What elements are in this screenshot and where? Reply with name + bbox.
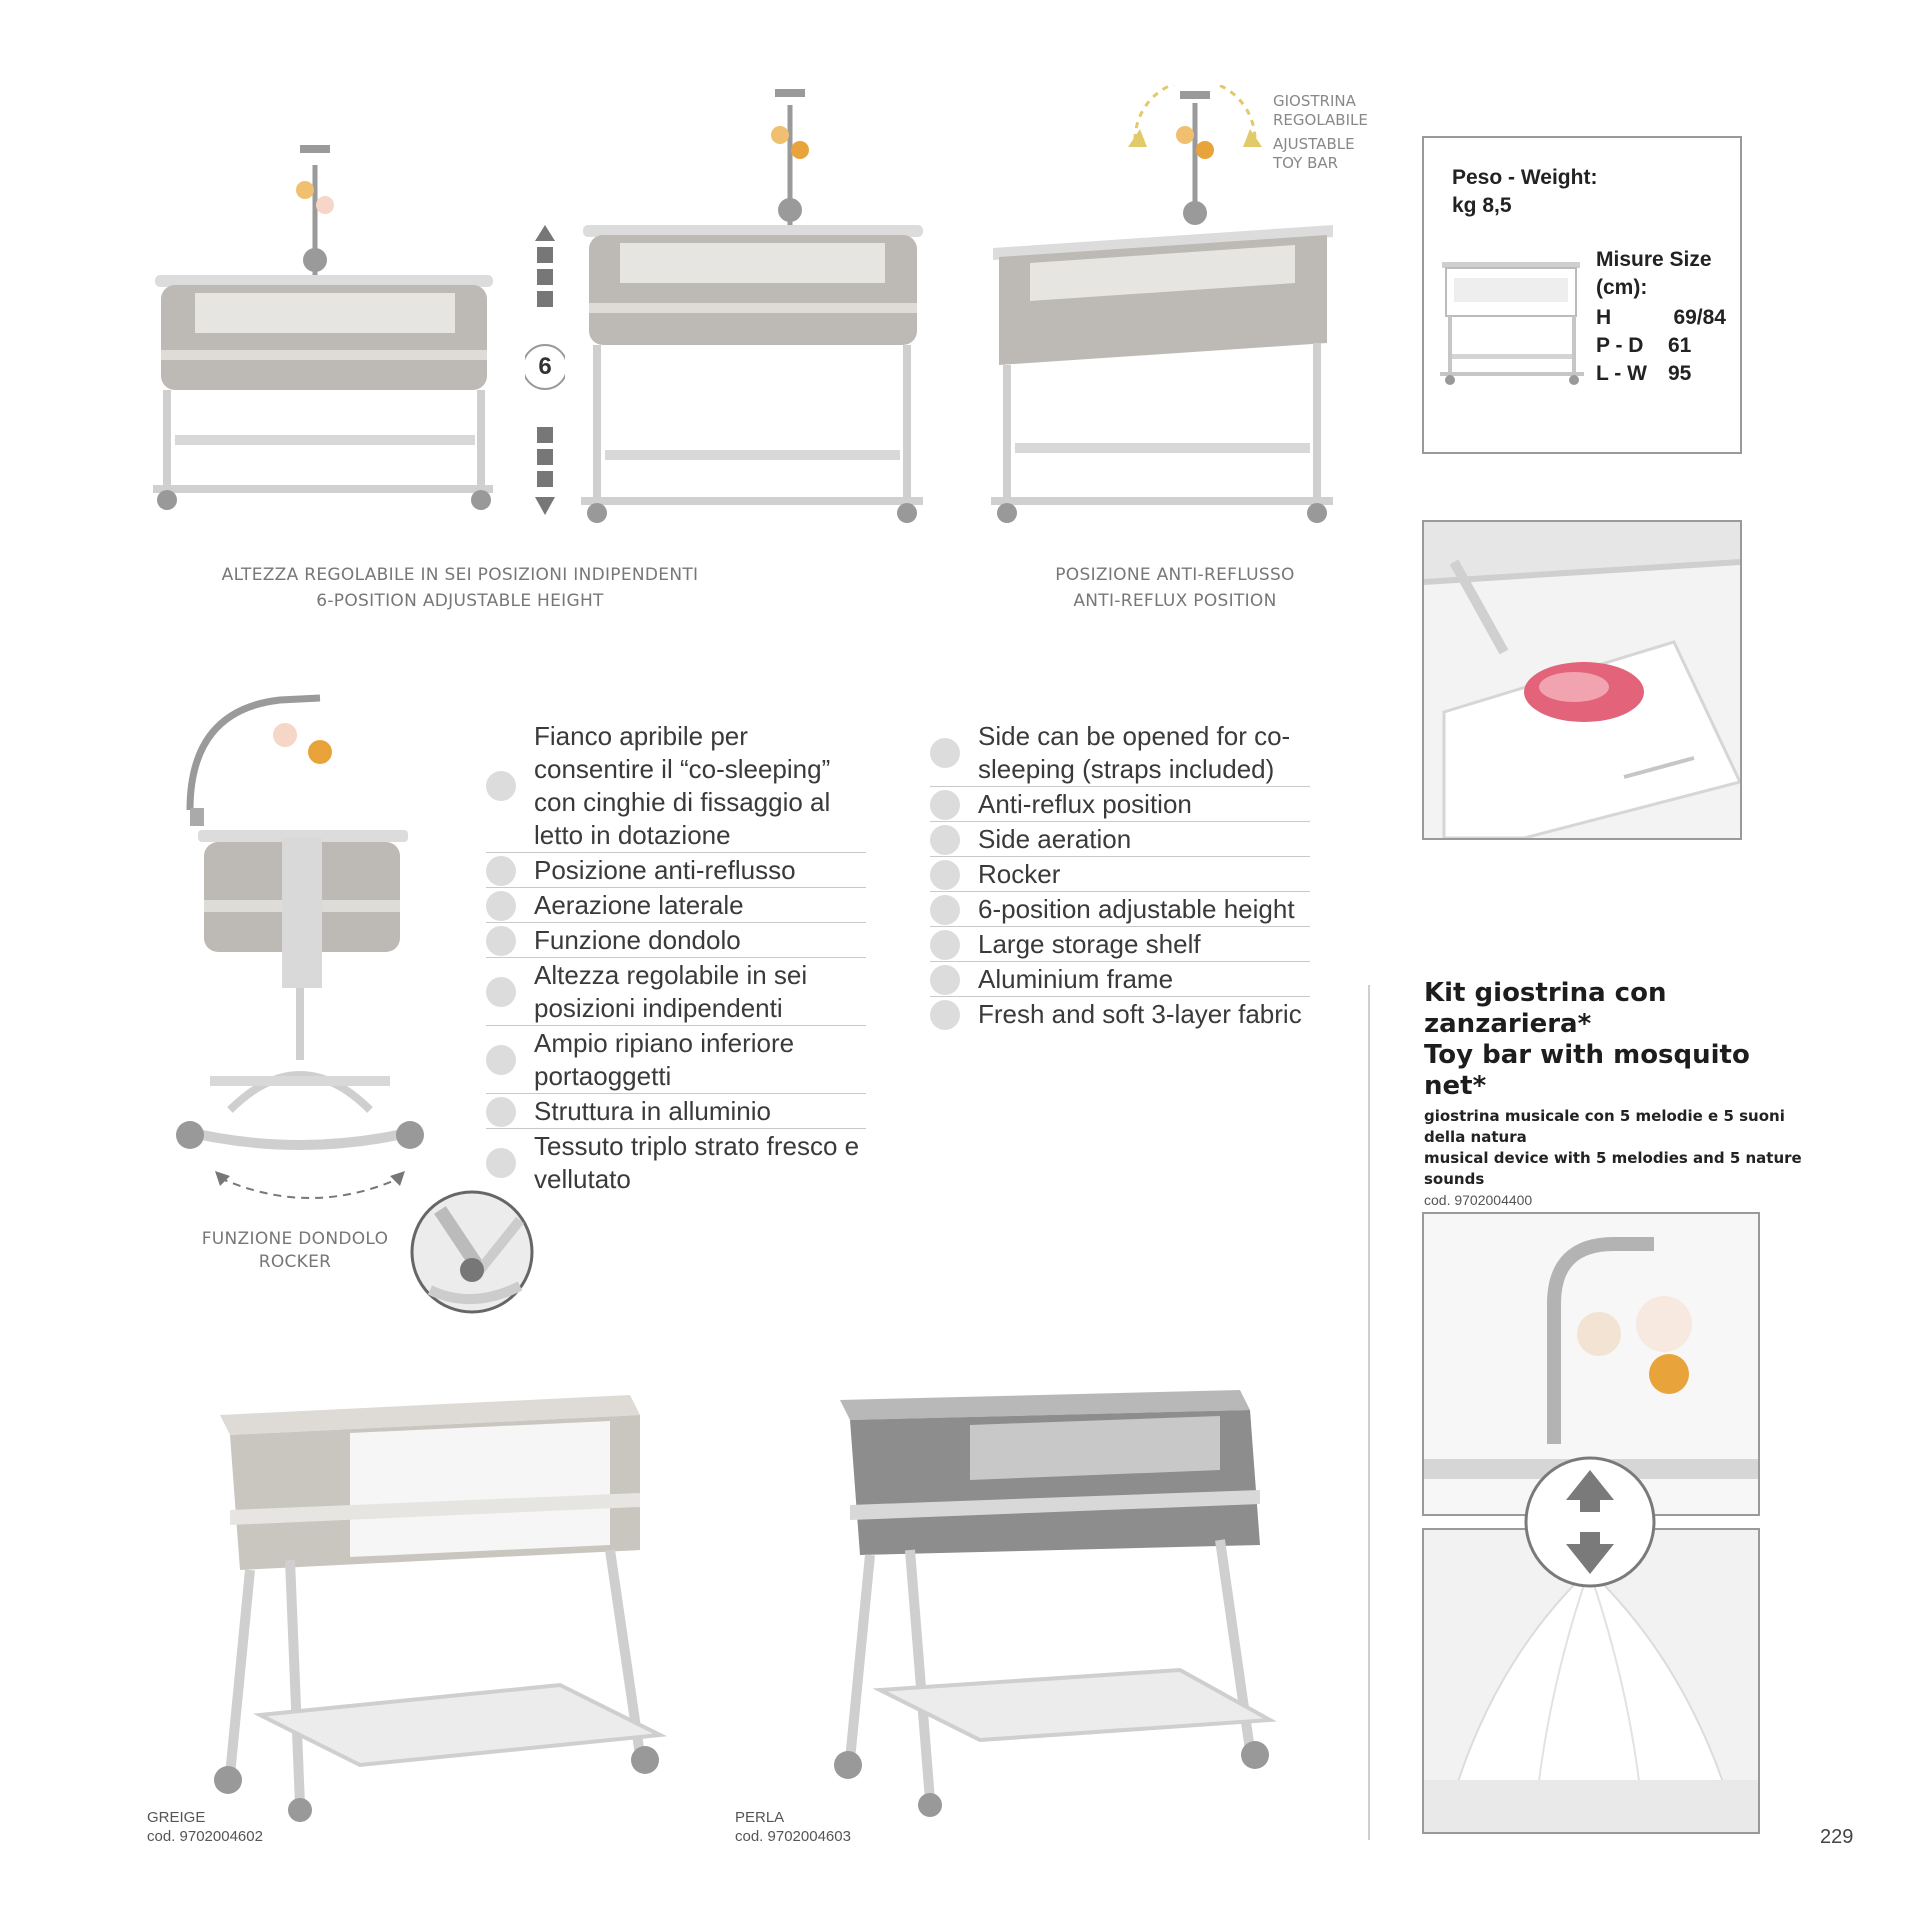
bullet-icon [486,1097,516,1127]
feature-item [486,720,866,853]
kit-code: cod. 9702004400 [1424,1192,1533,1208]
giostrina-en: AJUSTABLE [1273,135,1355,153]
giostrina-it: GIOSTRINA [1273,92,1356,110]
feature-text: Fianco apribile per consentire il “co-sleeping” con cinghie di fissaggio al letto in dotazione [534,721,831,850]
bullet-icon [930,860,960,890]
feature-text: 6-position adjustable height [978,894,1295,924]
specs-crib-thumbnail [1438,256,1586,391]
feature-text: Large storage shelf [978,929,1201,959]
height-adjust-icon [1522,1454,1658,1590]
features-english [930,720,1310,1032]
feature-text: Aluminium frame [978,964,1174,994]
reflux-caption-en: ANTI-REFLUX POSITION [1073,591,1277,611]
positions-badge: 6 [538,353,552,380]
feature-item [930,893,1310,927]
size-row-key: H [1596,306,1612,329]
height-caption [180,562,740,614]
feature-text: Side can be opened for co-sleeping (straps included) [978,721,1291,784]
variant-perla [735,1808,851,1846]
feature-text: Fresh and soft 3-layer fabric [978,999,1302,1029]
crib-perla-image [820,1380,1290,1820]
height-caption-en: 6-POSITION ADJUSTABLE HEIGHT [316,591,604,611]
features-italian [486,720,866,1197]
feature-text: Ampio ripiano inferiore portaoggetti [534,1028,795,1091]
reflux-caption [1020,562,1330,614]
feature-item [930,998,1310,1031]
bullet-icon [486,926,516,956]
variant-code: cod. 9702004602 [147,1828,263,1845]
size-row-key: P - D [1596,334,1644,357]
kit-sub-it: giostrina musicale con 5 melodie e 5 suoni della natura [1424,1107,1785,1146]
bullet-icon [486,977,516,1007]
bullet-icon [486,1148,516,1178]
side-view-crib-image [170,690,430,1170]
bullet-icon [930,825,960,855]
feature-item [486,889,866,923]
kit-sub-en: musical device with 5 melodies and 5 nature sounds [1424,1149,1802,1188]
feature-text: Anti-reflux position [978,789,1192,819]
height-arrows [525,225,565,515]
weight-value: kg 8,5 [1452,194,1512,217]
bullet-icon [930,965,960,995]
feature-item [930,823,1310,857]
size-rows [1596,304,1726,388]
feature-item [930,928,1310,962]
reflux-caption-it: POSIZIONE ANTI-REFLUSSO [1055,565,1295,585]
feature-text: Rocker [978,859,1061,889]
crib-greige-image [200,1385,680,1825]
feature-text: Aerazione laterale [534,890,744,920]
feature-item [486,959,866,1026]
feature-text: Posizione anti-reflusso [534,855,796,885]
size-row [1596,360,1726,388]
page-number: 229 [1820,1826,1854,1848]
size-row-key: L - W [1596,362,1647,385]
bullet-icon [930,738,960,768]
feature-item [930,788,1310,822]
rocker-detail-circle [410,1190,534,1314]
feature-text: Side aeration [978,824,1132,854]
feature-text: Tessuto triplo strato fresco e vellutato [534,1131,860,1194]
giostrina-caption [1273,92,1403,173]
weight-label: Peso - Weight: [1452,166,1598,189]
bullet-icon [930,895,960,925]
giostrina-it2: REGOLABILE [1273,111,1368,129]
feature-item [930,720,1310,787]
variant-greige [147,1808,263,1846]
feature-text: Funzione dondolo [534,925,741,955]
feature-text: Altezza regolabile in sei posizioni indipendenti [534,960,808,1023]
size-row [1596,304,1726,332]
height-caption-it: ALTEZZA REGOLABILE IN SEI POSIZIONI INDIPENDENTI [221,565,699,585]
variant-name: PERLA [735,1809,785,1826]
bullet-icon [930,1000,960,1030]
kit-title-en: Toy bar with mosquito net* [1424,1040,1750,1101]
variant-code: cod. 9702004603 [735,1828,851,1845]
giostrina-en2: TOY BAR [1273,154,1339,172]
bullet-icon [486,771,516,801]
rocker-caption [180,1228,410,1274]
feature-item [930,858,1310,892]
bullet-icon [486,856,516,886]
kit-info [1424,978,1804,1250]
feature-item [930,963,1310,997]
column-divider [1368,985,1370,1840]
rocker-caption-en: ROCKER [258,1252,332,1272]
crib-high-position-image [575,85,930,540]
feature-item [486,1130,866,1196]
kit-title-it: Kit giostrina con zanzariera* [1424,978,1667,1039]
bullet-icon [486,1045,516,1075]
rocker-caption-it: FUNZIONE DONDOLO [201,1229,389,1249]
size-row-value: 95 [1668,362,1692,385]
feature-text: Struttura in alluminio [534,1096,771,1126]
feature-item [486,924,866,958]
feature-item [486,1095,866,1129]
feature-item [486,1027,866,1094]
crib-low-position-image [145,135,505,535]
size-label: Misure Size [1596,248,1712,271]
bullet-icon [930,790,960,820]
size-row-value: 69/84 [1673,306,1726,329]
size-unit: (cm): [1596,276,1648,299]
bullet-icon [930,930,960,960]
storage-shelf-photo [1422,520,1742,840]
bullet-icon [486,891,516,921]
feature-item [486,854,866,888]
variant-name: GREIGE [147,1809,206,1826]
size-row [1596,332,1726,360]
size-row-value: 61 [1668,334,1692,357]
specs-box [1422,136,1742,454]
rock-arrows-icon [210,1168,410,1208]
